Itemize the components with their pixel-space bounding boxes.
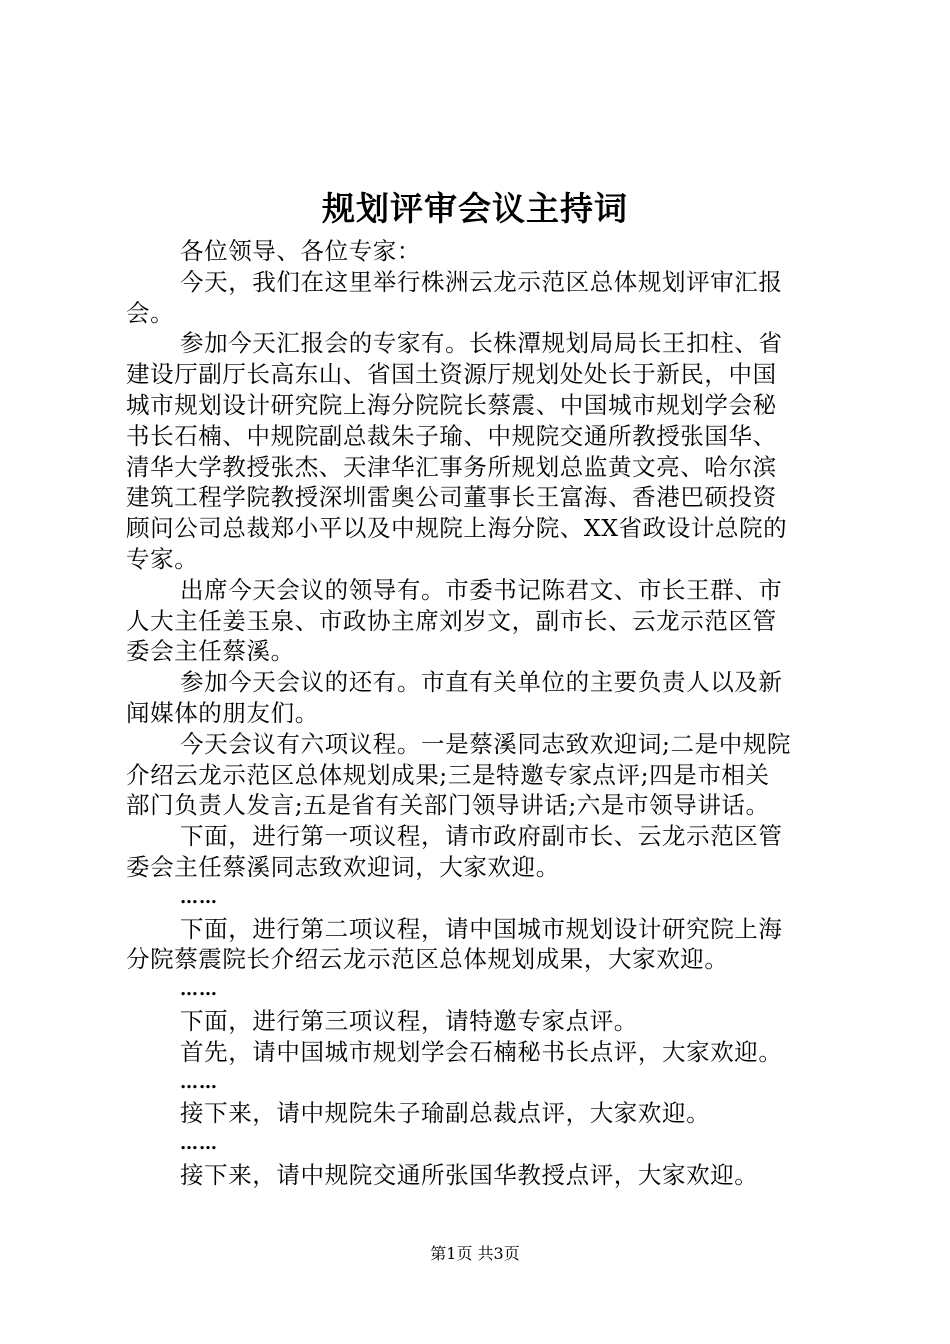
paragraph-line: 人大主任姜玉泉、市政协主席刘岁文，副市长、云龙示范区管 bbox=[126, 606, 777, 635]
paragraph-line: 顾问公司总裁郑小平以及中规院上海分院、XX省政设计总院的 bbox=[126, 514, 788, 543]
paragraph-line: 闻媒体的朋友们。 bbox=[126, 698, 319, 727]
page-footer: 第1页 共3页 bbox=[430, 1244, 520, 1263]
paragraph-line: 接下来，请中规院交通所张国华教授点评，大家欢迎。 bbox=[180, 1160, 759, 1189]
paragraph-line: 建筑工程学院教授深圳雷奥公司董事长王富海、香港巴硕投资 bbox=[126, 483, 777, 512]
document-title: 规划评审会议主持词 bbox=[322, 189, 628, 228]
paragraph-line: 分院蔡震院长介绍云龙示范区总体规划成果，大家欢迎。 bbox=[126, 945, 729, 974]
paragraph-line: 建设厅副厅长高东山、省国土资源厅规划处处长于新民，中国 bbox=[126, 360, 777, 389]
paragraph-line: 今天会议有六项议程。一是蔡溪同志致欢迎词;二是中规院 bbox=[180, 729, 792, 758]
paragraph-line: 委会主任蔡溪。 bbox=[126, 637, 295, 666]
paragraph-line: 下面，进行第三项议程，请特邀专家点评。 bbox=[180, 1006, 638, 1035]
paragraph-line: 参加今天会议的还有。市直有关单位的主要负责人以及新 bbox=[180, 668, 783, 697]
paragraph-line: 出席今天会议的领导有。市委书记陈君文、市长王群、市 bbox=[180, 575, 783, 604]
paragraph-line: 书长石楠、中规院副总裁朱子瑜、中规院交通所教授张国华、 bbox=[126, 421, 777, 450]
paragraph-line: 首先，请中国城市规划学会石楠秘书长点评，大家欢迎。 bbox=[180, 1037, 783, 1066]
paragraph-line: 各位领导、各位专家： bbox=[180, 237, 421, 265]
document-body bbox=[126, 236, 836, 1191]
ellipsis-line: …… bbox=[180, 1133, 218, 1155]
paragraph-line: 委会主任蔡溪同志致欢迎词，大家欢迎。 bbox=[126, 852, 560, 881]
paragraph-line: 专家。 bbox=[126, 544, 199, 573]
ellipsis-line: …… bbox=[180, 979, 218, 1001]
paragraph-line: 参加今天汇报会的专家有。长株潭规划局局长王扣柱、省 bbox=[180, 329, 783, 358]
paragraph-line: 清华大学教授张杰、天津华汇事务所规划总监黄文亮、哈尔滨 bbox=[126, 452, 777, 481]
paragraph-line: 会。 bbox=[126, 298, 175, 327]
paragraph-line: 部门负责人发言;五是省有关部门领导讲话;六是市领导讲话。 bbox=[126, 791, 770, 820]
paragraph-line: 接下来，请中规院朱子瑜副总裁点评，大家欢迎。 bbox=[180, 1099, 711, 1128]
paragraph-line: 介绍云龙示范区总体规划成果;三是特邀专家点评;四是市相关 bbox=[126, 760, 770, 789]
paragraph-line: 下面，进行第一项议程，请市政府副市长、云龙示范区管 bbox=[180, 822, 783, 851]
paragraph-line: 下面，进行第二项议程，请中国城市规划设计研究院上海 bbox=[180, 914, 783, 943]
ellipsis-line: …… bbox=[180, 886, 218, 908]
paragraph-line: 今天，我们在这里举行株洲云龙示范区总体规划评审汇报 bbox=[180, 267, 783, 296]
paragraph-line: 城市规划设计研究院上海分院院长蔡震、中国城市规划学会秘 bbox=[126, 390, 777, 419]
ellipsis-line: …… bbox=[180, 1071, 218, 1093]
